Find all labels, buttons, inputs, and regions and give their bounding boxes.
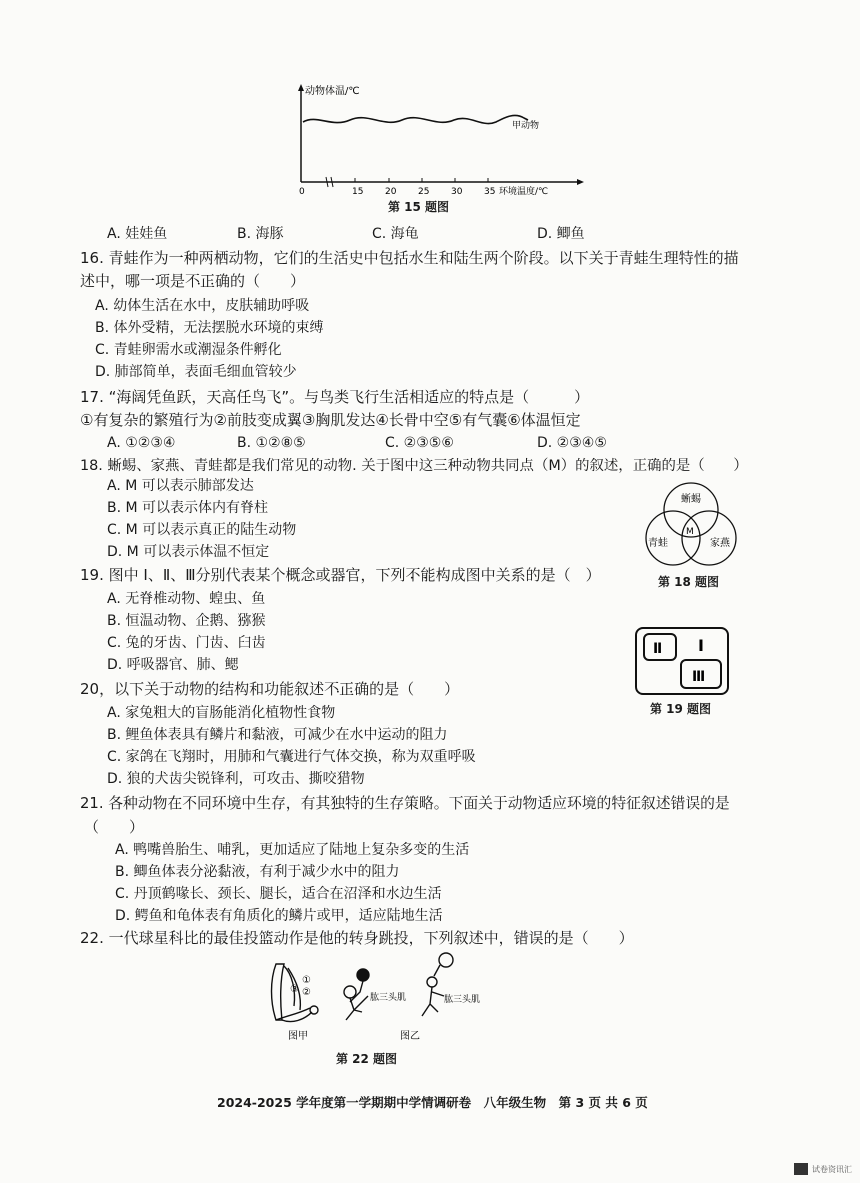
q19-caption: 第 19 题图 [650, 702, 712, 716]
q17-items: ①有复杂的繁殖行为②前肢变成翼③胸肌发达④长骨中空⑤有气囊⑥体温恒定 [80, 411, 581, 429]
set-label-right: Ⅲ [692, 669, 706, 685]
q20-option-c: C. 家鸽在飞翔时，用肺和气囊进行气体交换，称为双重呼吸 [107, 749, 476, 765]
tick-label: 25 [418, 187, 430, 197]
q16-stem-line-2: 述中，哪一项是不正确 • •的（ ） [80, 270, 305, 292]
q16-option-b: B. 体外受精，无法摆脱水环境的束缚 [95, 320, 324, 336]
q15-option-c: C. 海龟 [372, 226, 419, 242]
series-line [303, 115, 528, 123]
y-axis-label: 动物体温/℃ [305, 86, 360, 97]
venn-label-top: 蜥蜴 [681, 494, 701, 505]
label-3: ③ [290, 984, 299, 995]
q18-stem: 18. 蜥蜴、家燕、青蛙都是我们常见的动物. 关于图中这三种动物共同点（M）的叙述，正确的是（ ） [80, 458, 748, 474]
emphasis: 不正确 • • [185, 272, 230, 290]
q21-stem-line-2: （ ） [84, 818, 145, 836]
venn-label-left: 青蛙 [648, 538, 668, 549]
emphasis: 不正确 • • [324, 680, 369, 698]
label-1: ① [302, 975, 311, 986]
tick-label: 35 [484, 187, 496, 197]
q21-option-b: B. 鲫鱼体表分泌黏液，有利于减少水中的阻力 [115, 864, 400, 880]
q21-option-d: D. 鳄鱼和龟体表有角质化的鳞片或甲，适应陆地生活 [115, 908, 443, 924]
series-label: 甲动物 [512, 121, 540, 131]
tick-label: 0 [299, 187, 305, 197]
q16-stem-line-1: 16. 青蛙作为一种两栖动物，它们的生活史中包括水生和陆生两个阶段。以下关于青蛙生理特性的描 [80, 249, 739, 267]
q18-option-d: D. M 可以表示体温不恒定 [107, 544, 270, 560]
page-footer: 2024-2025 学年度第一学期期中学情调研卷 八年级生物 第 3 页 共 6 页 [217, 1095, 648, 1110]
q20-option-a: A. 家兔粗大的盲肠能消化植物性食物 [107, 705, 336, 721]
q16-option-a: A. 幼体生活在水中，皮肤辅助呼吸 [95, 298, 310, 314]
q20-stem: 20，以下关于动物的结构和功能叙述不正确 • •的是（ ） [80, 678, 459, 700]
set-label-outer: Ⅰ [698, 636, 704, 655]
q15-option-d: D. 鲫鱼 [537, 226, 585, 242]
muscle-label: 肱三头肌 [370, 993, 407, 1003]
q15-option-a: A. 娃娃鱼 [107, 226, 168, 242]
q19-stem: 19. 图中 Ⅰ、Ⅱ、Ⅲ分别代表某个概念或器官，下列不能 • •构成图中关系的是（ ） [80, 564, 601, 586]
q19-option-b: B. 恒温动物、企鹅、猕猴 [107, 613, 266, 629]
player-1-illustration [344, 969, 369, 1020]
venn-label-right: 家燕 [710, 538, 730, 549]
venn-label-center: M [686, 527, 694, 537]
q20-option-d: D. 狼的犬齿尖锐锋利，可攻击、撕咬猎物 [107, 771, 365, 787]
q15-caption: 第 15 题图 [388, 200, 450, 214]
q15-option-b: B. 海豚 [237, 226, 284, 242]
q21-stem-line-1: 21. 各种动物在不同环境中生存，有其独特的生存策略。下面关于动物适应环境的特征叙述错误的是 [80, 795, 730, 812]
q16-option-d: D. 肺部简单，表面毛细血管较少 [95, 364, 297, 380]
q17-option-d: D. ②③④⑤ [537, 435, 607, 451]
q22-stem: 22. 一代球星科比的最佳投篮动作是他的转身跳投，下列叙述中，错误的是（ ） [80, 929, 634, 947]
q19-option-d: D. 呼吸器官、肺、鳃 [107, 657, 239, 673]
q19-option-a: A. 无脊椎动物、蝗虫、鱼 [107, 591, 266, 607]
q21-option-a: A. 鸭嘴兽胎生、哺乳，更加适应了陆地上复杂多变的生活 [115, 842, 470, 858]
q22-caption: 第 22 题图 [336, 1052, 398, 1066]
q16-option-c: C. 青蛙卵需水或潮湿条件孵化 [95, 342, 282, 358]
q18-venn-diagram [636, 480, 746, 572]
fig-b-label: 图乙 [400, 1031, 420, 1042]
label-2: ② [302, 987, 311, 998]
q19-option-c: C. 兔的牙齿、门齿、臼齿 [107, 635, 266, 651]
q19-set-diagram [634, 626, 730, 696]
q17-option-b: B. ①②⑧⑤ [237, 435, 306, 451]
tick-label: 20 [385, 187, 397, 197]
q22-figure [262, 950, 492, 1046]
tick-label: 30 [451, 187, 463, 197]
muscle-label: 肱三头肌 [444, 995, 481, 1005]
watermark-text: 试卷资讯汇 [812, 1165, 852, 1174]
q21-option-c: C. 丹顶鹤喙长、颈长、腿长，适合在沼泽和水边生活 [115, 886, 442, 902]
watermark-logo-icon [794, 1163, 808, 1175]
q15-line-chart [292, 84, 592, 200]
q17-option-c: C. ②③⑤⑥ [385, 435, 454, 451]
q17-option-a: A. ①②③④ [107, 435, 176, 451]
player-2-illustration [422, 953, 453, 1016]
fig-a-label: 图甲 [288, 1031, 308, 1042]
y-axis-arrow-icon [298, 84, 304, 91]
q20-option-b: B. 鲤鱼体表具有鳞片和黏液，可减少在水中运动的阻力 [107, 727, 448, 743]
q17-stem: 17. “海阔凭鱼跃，天高任鸟飞”。与鸟类飞行生活相适应的特点是（ ） [80, 388, 590, 406]
emphasis: 不能 • • [406, 566, 436, 584]
q18-option-b: B. M 可以表示体内有脊柱 [107, 500, 269, 516]
set-label-left: Ⅱ [653, 641, 663, 657]
q18-option-c: C. M 可以表示真正的陆生动物 [107, 522, 297, 538]
q18-option-a: A. M 可以表示肺部发达 [107, 478, 254, 494]
q18-caption: 第 18 题图 [658, 575, 720, 589]
tick-label: 15 [352, 187, 364, 197]
x-axis-arrow-icon [577, 179, 584, 185]
x-axis-label: 环境温度/℃ [499, 187, 549, 197]
